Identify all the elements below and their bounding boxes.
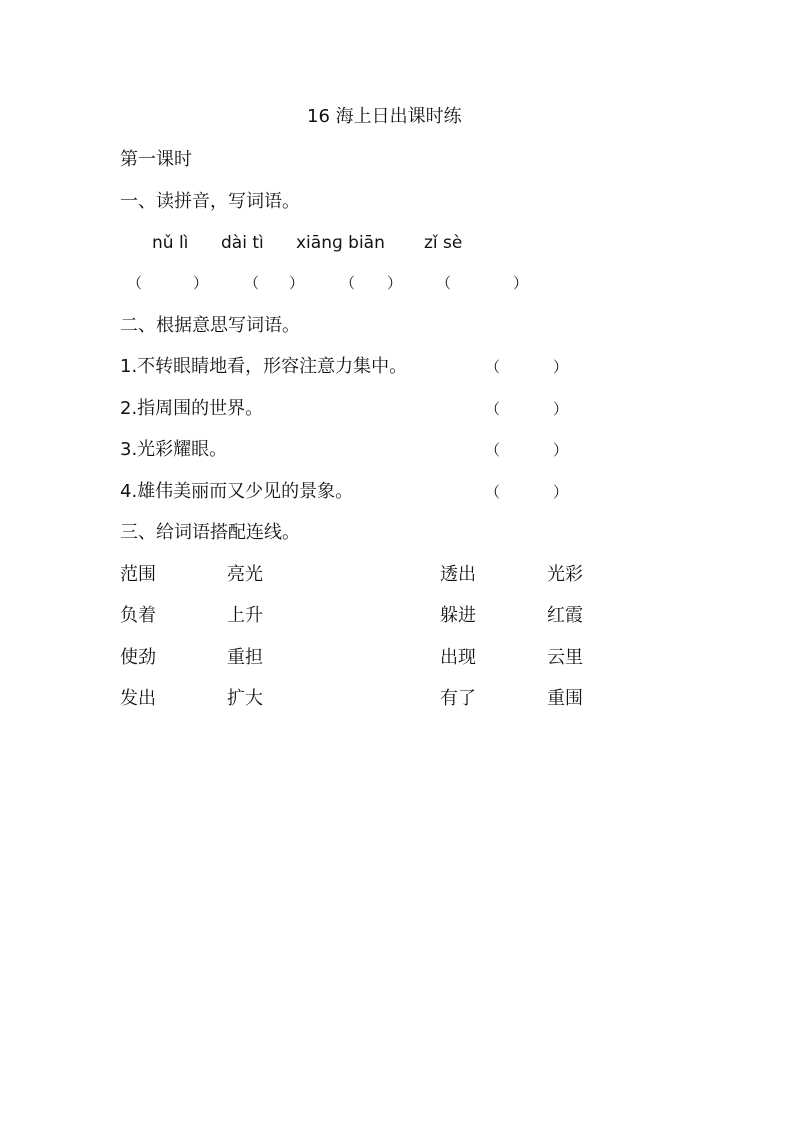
definition-blank-1-close[interactable]: ） [553, 358, 569, 376]
answer-blank-3-open[interactable]: （ [340, 274, 356, 292]
definition-blank-2-close[interactable]: ） [553, 400, 569, 418]
page-title: 16 海上日出课时练 [307, 106, 462, 127]
definition-item-3: 3.光彩耀眼。 [120, 439, 228, 460]
pinyin-3: xiānɡ biān [296, 233, 385, 253]
match-word[interactable]: 扩大 [227, 688, 263, 709]
section2-heading: 二、根据意思写词语。 [120, 315, 300, 336]
pinyin-1: nǔ lì [152, 233, 189, 253]
answer-blank-4-open[interactable]: （ [436, 274, 452, 292]
answer-blank-1-close[interactable]: ） [193, 274, 209, 292]
answer-blank-2-close[interactable]: ） [289, 274, 305, 292]
match-word[interactable]: 重围 [547, 688, 583, 709]
match-word[interactable]: 透出 [440, 564, 476, 585]
answer-blank-1-open[interactable]: （ [127, 274, 143, 292]
definition-blank-3-open[interactable]: （ [485, 441, 501, 459]
match-word[interactable]: 重担 [227, 647, 263, 668]
match-word[interactable]: 云里 [547, 647, 583, 668]
match-word[interactable]: 光彩 [547, 564, 583, 585]
answer-blank-4-close[interactable]: ） [513, 274, 529, 292]
match-word[interactable]: 有了 [440, 688, 476, 709]
match-word[interactable]: 红霞 [547, 605, 583, 626]
definition-blank-3-close[interactable]: ） [553, 441, 569, 459]
answer-blank-2-open[interactable]: （ [244, 274, 260, 292]
definition-item-2: 2.指周围的世界。 [120, 398, 264, 419]
match-word[interactable]: 使劲 [120, 647, 156, 668]
answer-blank-3-close[interactable]: ） [387, 274, 403, 292]
pinyin-4: zǐ sè [424, 233, 463, 253]
definition-item-4: 4.雄伟美丽而又少见的景象。 [120, 481, 354, 502]
definition-blank-4-open[interactable]: （ [485, 483, 501, 501]
lesson-label: 第一课时 [120, 149, 192, 170]
section1-heading: 一、读拼音，写词语。 [120, 191, 300, 212]
section3-heading: 三、给词语搭配连线。 [120, 522, 300, 543]
match-word[interactable]: 出现 [440, 647, 476, 668]
match-word[interactable]: 范围 [120, 564, 156, 585]
definition-blank-1-open[interactable]: （ [485, 358, 501, 376]
match-word[interactable]: 躲进 [440, 605, 476, 626]
match-word[interactable]: 亮光 [227, 564, 263, 585]
definition-blank-2-open[interactable]: （ [485, 400, 501, 418]
definition-item-1: 1.不转眼睛地看，形容注意力集中。 [120, 356, 408, 377]
match-word[interactable]: 上升 [227, 605, 263, 626]
match-word[interactable]: 发出 [120, 688, 156, 709]
pinyin-2: dài tì [221, 233, 264, 253]
match-word[interactable]: 负着 [120, 605, 156, 626]
definition-blank-4-close[interactable]: ） [553, 483, 569, 501]
